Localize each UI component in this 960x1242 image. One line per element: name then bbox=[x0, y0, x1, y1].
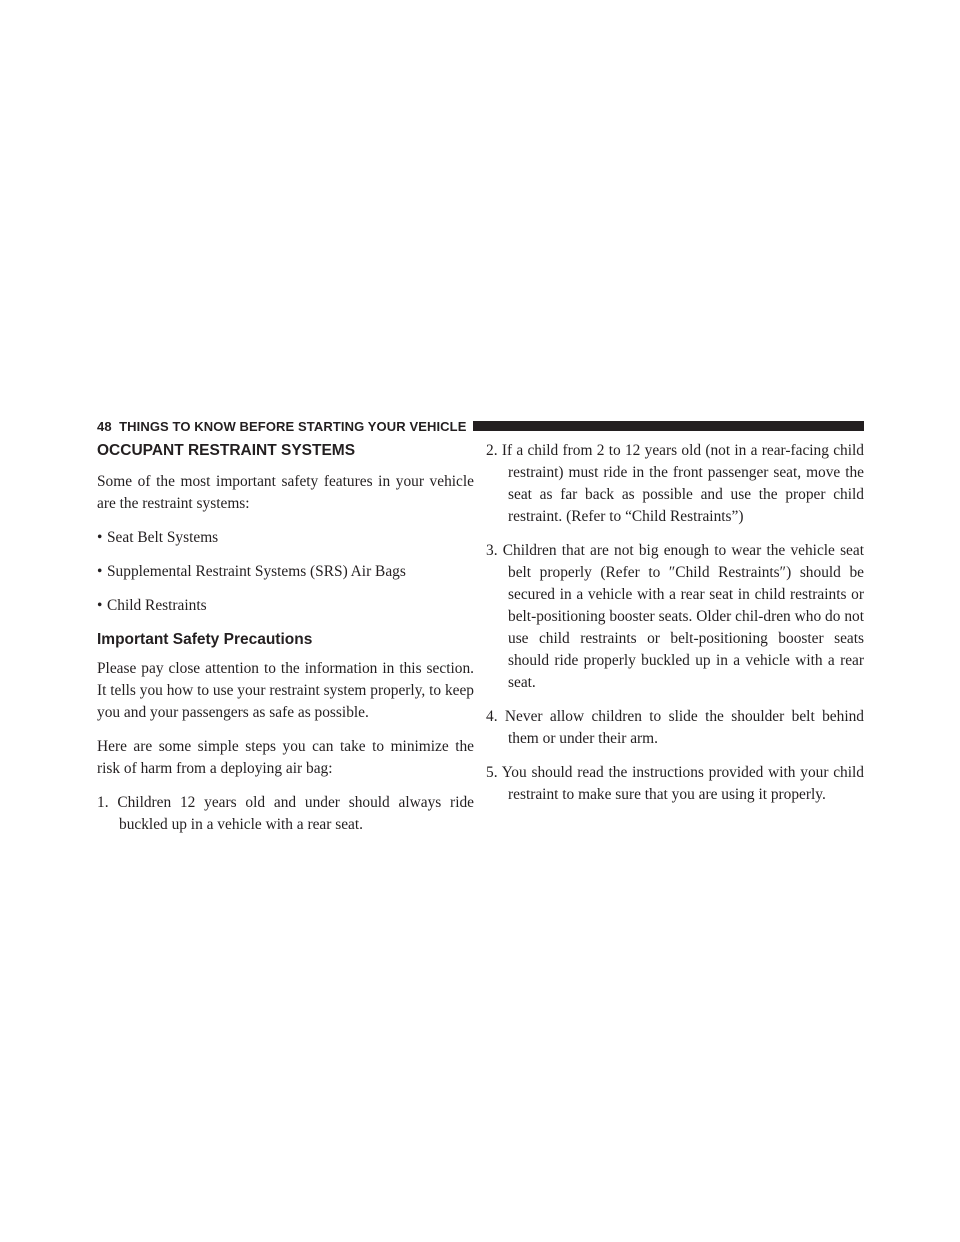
page-header bbox=[97, 417, 864, 435]
right-column bbox=[486, 440, 864, 818]
list-item bbox=[97, 527, 474, 549]
step-item: 3. Children that are not big enough to wear the vehicle seat belt properly (Refer to ″Child Restraints″) should be secured in a vehicle with a rear seat in child restraints or belt-positioning booster seats. Older chil-dren who do not use child restraints or belt-positioning booster seats should ride properly buckled up in a vehicle with a rear seat. bbox=[486, 542, 864, 691]
section-intro: Some of the most important safety features in your vehicle are the restraint systems: bbox=[97, 473, 474, 512]
list-item-text: Child Restraints bbox=[107, 597, 207, 614]
list-item bbox=[97, 561, 474, 583]
page-number: 48 bbox=[97, 418, 112, 434]
safety-steps-list-part2 bbox=[486, 440, 864, 806]
step-item: 4. Never allow children to slide the shoulder belt behind them or under their arm. bbox=[486, 708, 864, 747]
page-header-text bbox=[97, 419, 466, 434]
list-item bbox=[97, 595, 474, 617]
paragraph: Please pay close attention to the information in this section. It tells you how to use your restraint system properly, to keep you and your passengers as safe as possible. bbox=[97, 660, 474, 721]
step-item: 2. If a child from 2 to 12 years old (not in a rear-facing child restraint) must ride in the front passenger seat, move the seat as far back as possible and use the proper child restraint. (Refer to “Child Restraints”) bbox=[486, 442, 864, 525]
list-item-text: Supplemental Restraint Systems (SRS) Air Bags bbox=[107, 563, 406, 580]
header-rule-bar bbox=[473, 421, 864, 431]
step-item: 5. You should read the instructions provided with your child restraint to make sure that you are using it properly. bbox=[486, 764, 864, 803]
section-title: OCCUPANT RESTRAINT SYSTEMS bbox=[97, 442, 356, 459]
bullet-icon: • bbox=[97, 529, 103, 546]
subsection-title: Important Safety Precautions bbox=[97, 631, 313, 648]
restraint-systems-list bbox=[97, 527, 474, 617]
list-item-text: Seat Belt Systems bbox=[107, 529, 219, 546]
step-item: 1. Children 12 years old and under should always ride buckled up in a vehicle with a rear seat. bbox=[97, 794, 474, 833]
bullet-icon: • bbox=[97, 597, 103, 614]
chapter-title: THINGS TO KNOW BEFORE STARTING YOUR VEHICLE bbox=[119, 418, 467, 434]
left-column bbox=[97, 440, 474, 848]
bullet-icon: • bbox=[97, 563, 103, 580]
paragraph: Here are some simple steps you can take to minimize the risk of harm from a deploying air bag: bbox=[97, 738, 474, 777]
safety-steps-list-part1 bbox=[97, 792, 474, 836]
